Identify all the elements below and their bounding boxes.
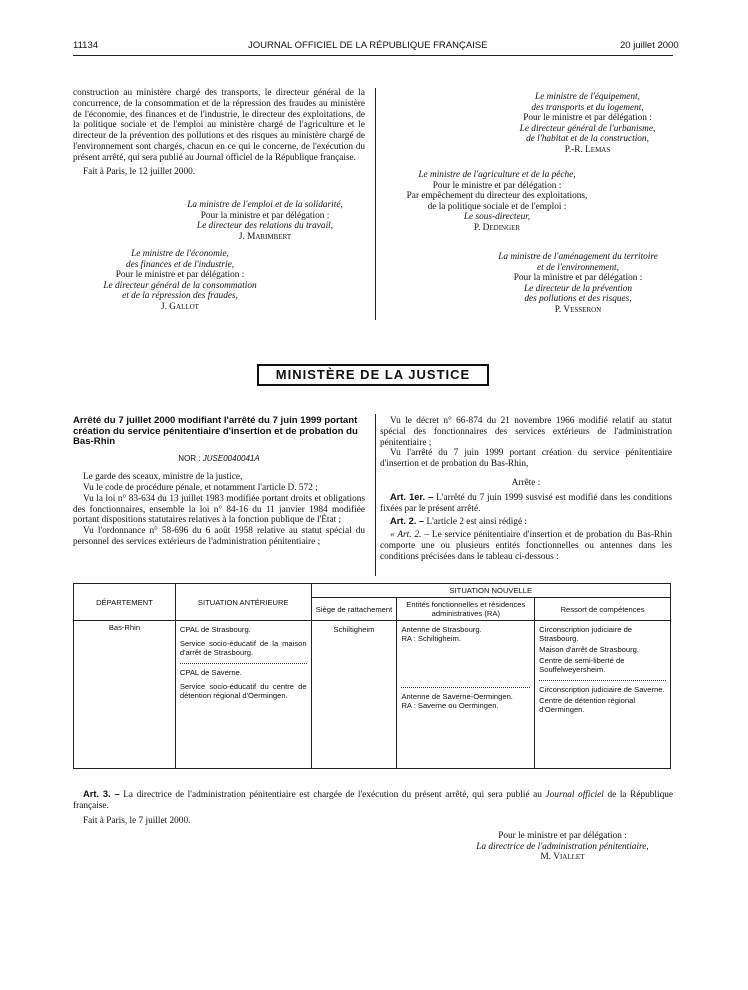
table-row bbox=[74, 621, 671, 769]
header-ressort: Ressort de compétences bbox=[535, 598, 671, 621]
decree-paragraph: Vu le code de procédure pénale, et notamment l'article D. 572 ; bbox=[83, 483, 318, 494]
signature-justice: Pour le ministre et par délégation : La directrice de l'administration pénitentiaire, M. Viallet bbox=[476, 831, 649, 863]
arrete-word: Arrête : bbox=[511, 477, 541, 488]
header-entites: Entités fonctionnelles et résidences administratives (RA) bbox=[397, 598, 535, 621]
signature-environnement: La ministre de l'aménagement du territoire et de l'environnement, Pour la ministre et par délégation : Le directeur de la prévention des pollutions et des risques, P. Vesseron bbox=[498, 252, 658, 315]
closing-section bbox=[73, 789, 673, 826]
decree-paragraph: Vu l'ordonnance n° 58-696 du 6 août 1958 relative au statut spécial du personnel des services extérieurs de l'administration pénitentiaire ; bbox=[73, 526, 365, 548]
signature-equipement: Le ministre de l'équipement, des transports et du logement, Pour le ministre et par délégation : Le directeur général de l'urbanisme, de l'habitat et de la construction, P.-R. Lemas bbox=[519, 92, 656, 155]
dotted-separator bbox=[180, 663, 307, 664]
article-3: Art. 3. – La directrice de l'administration pénitentiaire est chargée de l'exécution du présent arrêté, qui sera publié au Journal officiel de la République française. bbox=[73, 789, 673, 811]
decree-paragraph: Le garde des sceaux, ministre de la justice, bbox=[83, 472, 243, 483]
page-number: 11134 bbox=[73, 40, 99, 51]
dotted-separator bbox=[539, 680, 666, 681]
header-situation-anterieure: SITUATION ANTÉRIEURE bbox=[175, 584, 311, 621]
header-departement: DÉPARTEMENT bbox=[74, 584, 176, 621]
decree-paragraph: Vu le décret n° 66-874 du 21 novembre 1966 modifié relatif au statut spécial des fonctionnaires des services extérieurs de l'administration pénitentiaire ; bbox=[380, 416, 672, 448]
journal-title: JOURNAL OFFICIEL DE LA RÉPUBLIQUE FRANÇAISE bbox=[248, 40, 488, 51]
header-rule bbox=[73, 55, 673, 56]
decree-right-column bbox=[380, 416, 672, 563]
signature-economie: Le ministre de l'économie, des finances et de l'industrie, Pour le ministre et par délégation : Le directeur général de la consommation et de la répression des fraudes, J. Gallot bbox=[103, 249, 257, 312]
header-situation-nouvelle: SITUATION NOUVELLE bbox=[311, 584, 670, 598]
header-siege: Siège de rattachement bbox=[311, 598, 397, 621]
article-2-quote: « Art. 2. – Le service pénitentiaire d'insertion et de probation du Bas-Rhin comporte une ou plusieurs entités fonctionnelles ou antennes dans les conditions précisées dans le tableau ci-dessous : bbox=[380, 530, 673, 562]
article-1: Art. 1er. – L'arrêté du 7 juin 1999 susvisé est modifié dans les conditions fixées par le présent arrêté. bbox=[380, 491, 672, 514]
column-divider-top bbox=[375, 88, 376, 320]
closing-paragraph: construction au ministère chargé des transports, le directeur général de la concurrence, de la consommation et de la répression des fraudes au ministère de l'économie, des finances et de l'industrie, le directeur des exploitations, de la politique sociale et de l'emploi au ministère chargé de l'agriculture et le directeur de la prévention des pollutions et des risques au ministère chargé de l'environnement sont chargés, chacun en ce qui le concerne, de l'exécution du présent arrêté, qui sera publié au Journal officiel de la République française. bbox=[73, 88, 365, 163]
signature-emploi: La ministre de l'emploi et de la solidarité, Pour la ministre et par délégation : Le directeur des relations du travail, J. Marimbert bbox=[187, 200, 343, 242]
cell-departement: Bas-Rhin bbox=[74, 621, 176, 769]
decree-paragraph: Vu la loi n° 83-634 du 13 juillet 1983 modifiée portant droits et obligations des fonctionnaires, ensemble la loi n° 84-16 du 11 janvier 1984 modifiée portant dispositions statutaires relatives à la fonction publique de l'État ; bbox=[73, 493, 365, 526]
top-left-column bbox=[73, 88, 365, 177]
article-2: Art. 2. – L'article 2 est ainsi rédigé : bbox=[390, 516, 527, 528]
decree-paragraph: Vu l'arrêté du 7 juin 1999 portant création du service pénitentiaire d'insertion et de probation du Bas-Rhin, bbox=[380, 448, 672, 470]
issue-date: 20 juillet 2000 bbox=[620, 40, 679, 51]
closing-date: Fait à Paris, le 7 juillet 2000. bbox=[83, 815, 191, 826]
signature-agriculture: Le ministre de l'agriculture et de la pêche, Pour le ministre et par délégation : Par empêchement du directeur des exploitations, de la politique sociale et de l'emploi : Le sous-directeur, P. Dedinger bbox=[406, 170, 588, 233]
ministry-heading: MINISTÈRE DE LA JUSTICE bbox=[257, 364, 489, 386]
cell-siege: Schiltigheim bbox=[311, 621, 397, 769]
done-at-date: Fait à Paris, le 12 juillet 2000. bbox=[83, 166, 196, 177]
table-header-row bbox=[74, 584, 671, 598]
spip-table bbox=[73, 583, 671, 769]
decree-title: Arrêté du 7 juillet 2000 modifiant l'arrêté du 7 juin 1999 portant création du service pénitentiaire d'insertion et de probation du Bas-Rhin bbox=[73, 415, 358, 447]
cell-situation-anterieure: CPAL de Strasbourg. Service socio-éducatif de la maison d'arrêt de Strasbourg. CPAL de Saverne. Service socio-éducatif du centre de détention régional d'Oermingen. bbox=[175, 621, 311, 769]
nor-reference: NOR : JUSE0040041A bbox=[178, 453, 260, 463]
cell-entites: Antenne de Strasbourg. RA : Schiltigheim. Antenne de Saverne-Oermingen. RA : Saverne ou Oermingen. bbox=[397, 621, 535, 769]
cell-ressort: Circonscription judiciaire de Strasbourg. Maison d'arrêt de Strasbourg. Centre de semi-liberté de Souffelweyersheim. Circonscription judiciaire de Saverne. Centre de détention régional d'Oermingen. bbox=[535, 621, 671, 769]
decree-left-column bbox=[73, 416, 365, 548]
dotted-separator bbox=[401, 687, 530, 688]
column-divider-decree bbox=[375, 414, 376, 576]
